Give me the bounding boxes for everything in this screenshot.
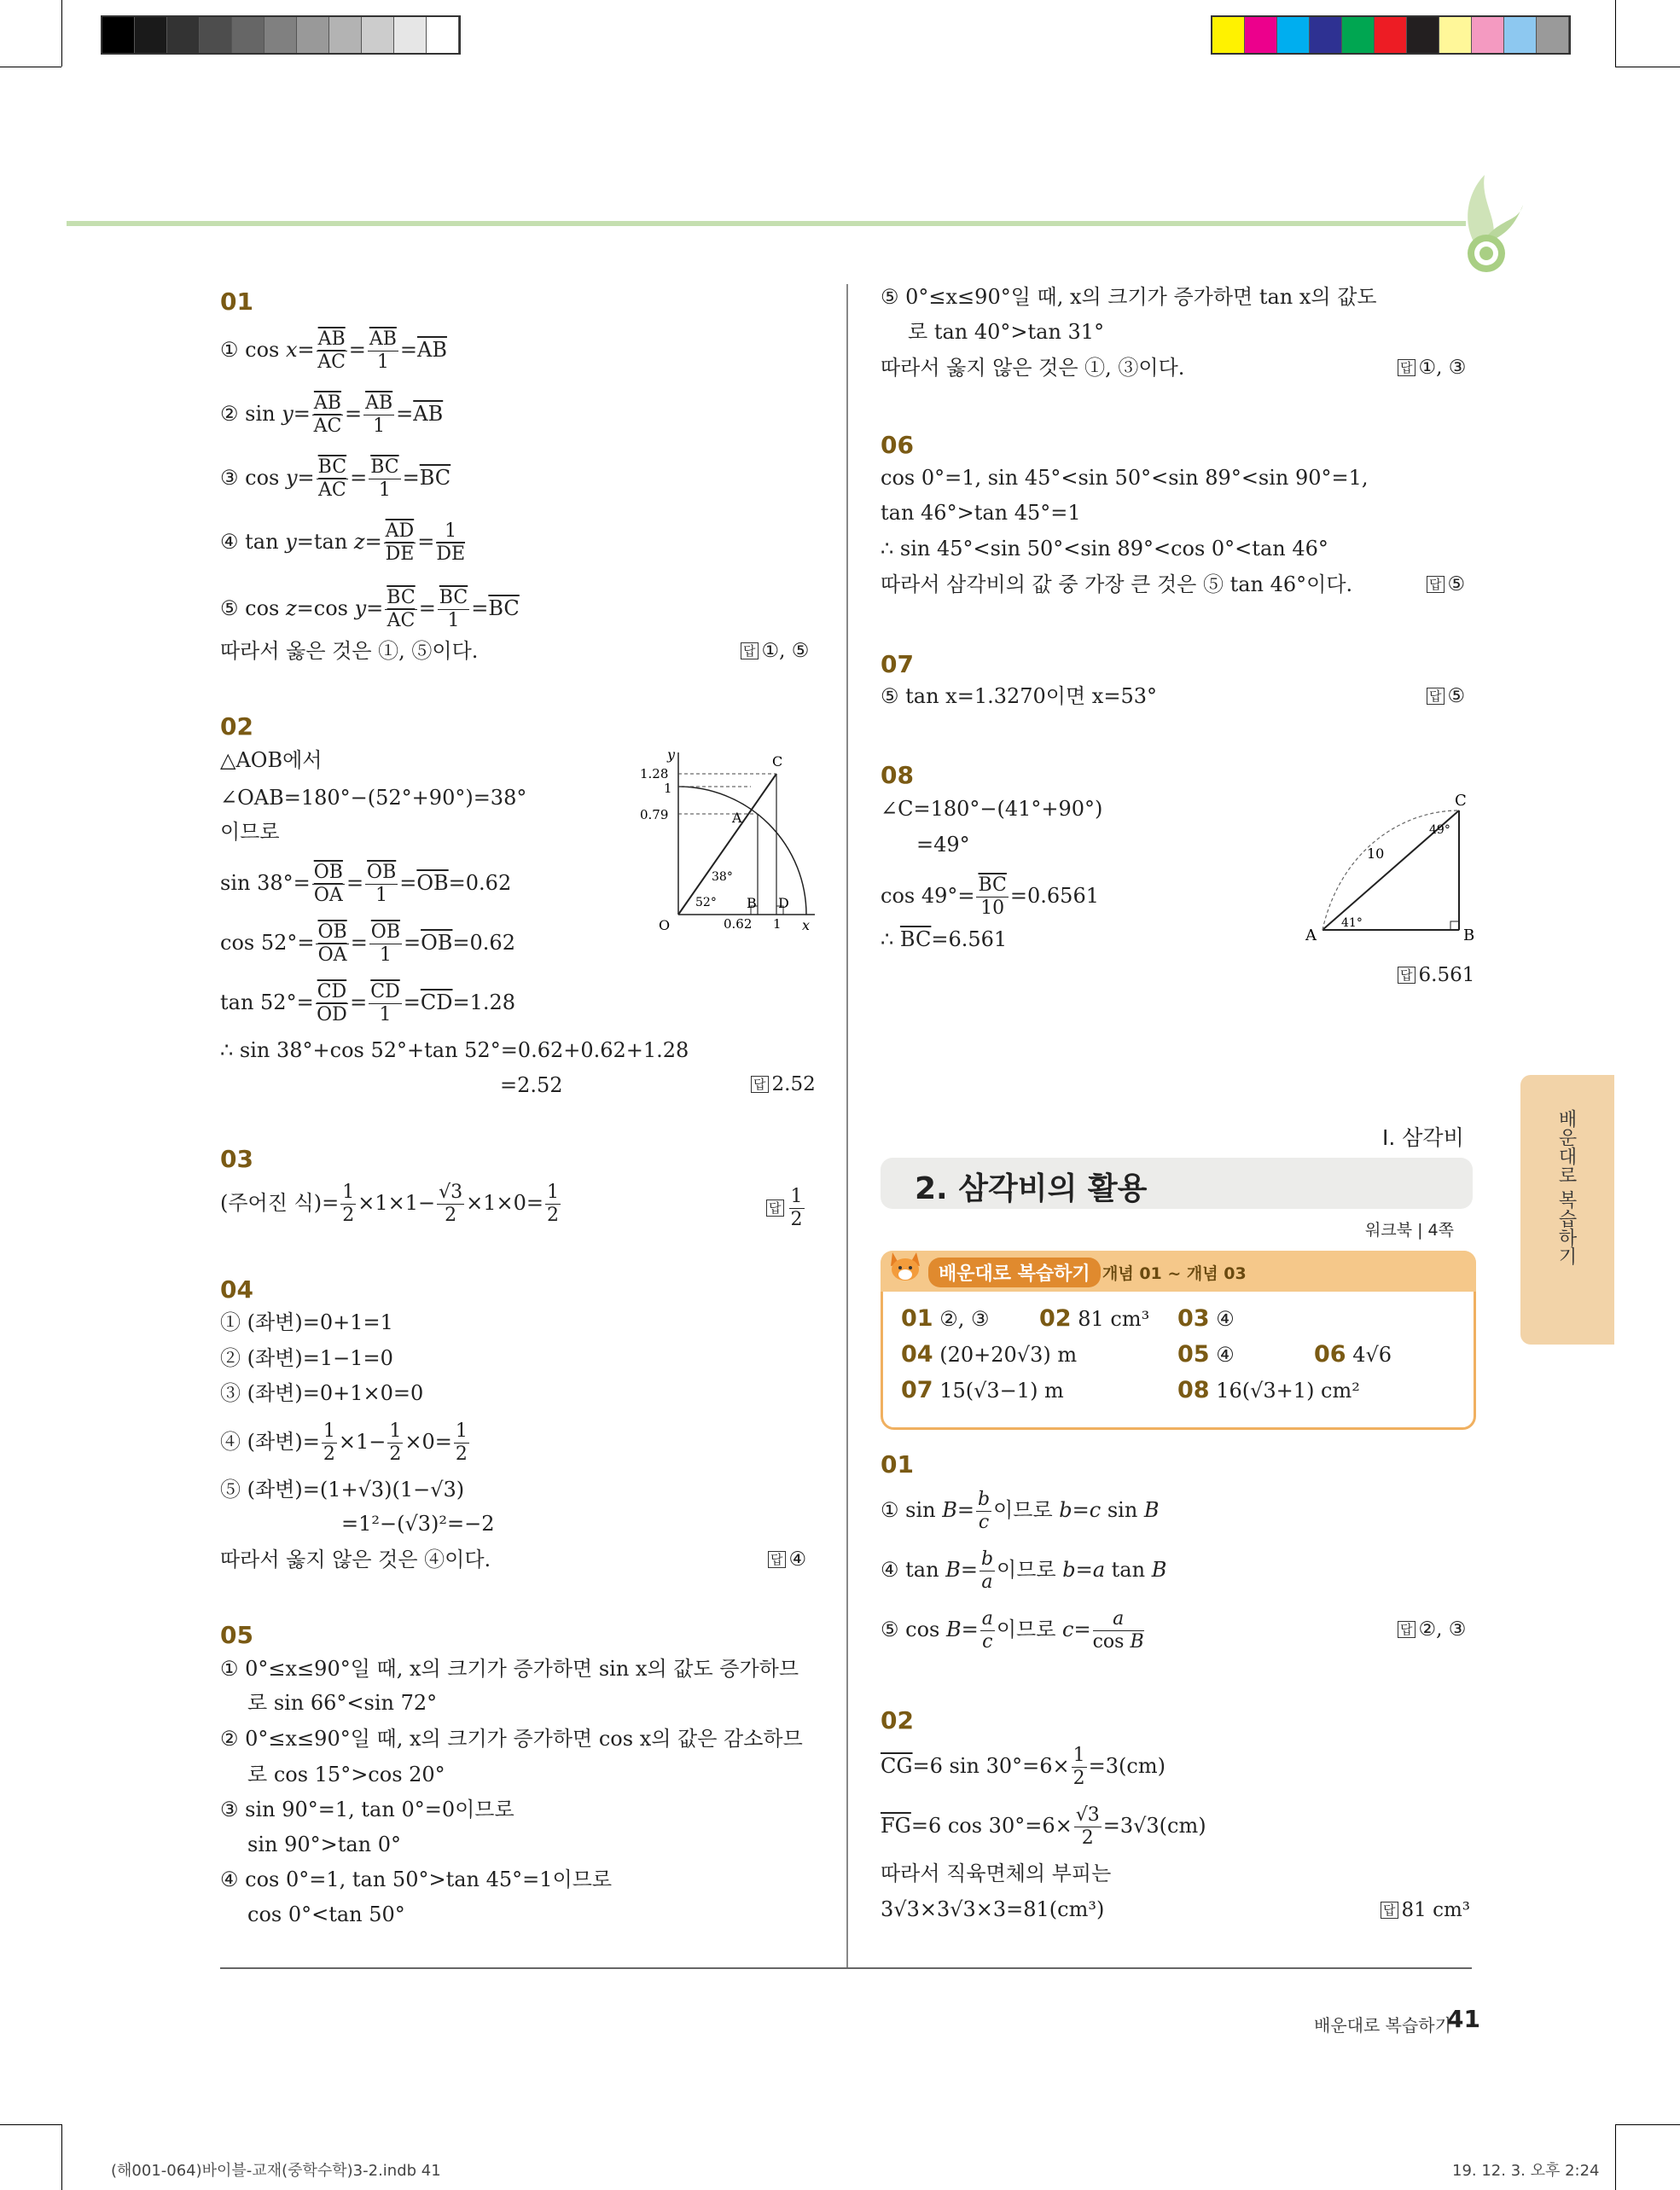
color-swatch (1245, 17, 1277, 53)
q05-line-1: ① 0°≤x≤90°일 때, x의 크기가 증가하면 sin x의 값도 증가하므 (220, 1657, 799, 1681)
q02-line-7: ∴ sin 38°+cos 52°+tan 52°=0.62+0.62+1.28 (220, 1038, 689, 1062)
review-item: 03 ④ (1177, 1305, 1235, 1332)
fig-label: B (1463, 927, 1475, 944)
chapter-label: Ⅰ. 삼각비 (1382, 1125, 1464, 1150)
s01-line-1: ① sin B= $\frac{b}{c}$ 이므로 b=c sin B (881, 1489, 1160, 1533)
q08-line-3: cos 49°= $\frac{\overline{BC}}{10}$ =0.6561 (881, 874, 1099, 919)
q05-line-5b: 로 tan 40°>tan 31° (908, 320, 1105, 344)
question-number: 05 (220, 1621, 253, 1649)
q02-line-4: sin 38°= $\frac{\overline{OB}}{OA}$ = $\frac{\overline{OB}}{1}$ $=\overline{OB}=0.62$ (220, 862, 512, 906)
s01-line-3: ⑤ cos B= $\frac{a}{c}$ 이므로 c= $\frac{a}{\text{cos B}}$ (881, 1608, 1144, 1653)
question-number: 08 (881, 761, 914, 789)
q04-answer: 답 ④ (768, 1548, 806, 1571)
q04-line-4: ④ (좌변)= $\frac{1}{2}$ ×1− $\frac{1}{2}$ ×0= $\frac{1}{2}$ (220, 1420, 468, 1465)
color-swatch (1212, 17, 1245, 53)
q04-line-3: ③ (좌변)=0+1×0=0 (220, 1381, 424, 1405)
review-item: 01 ②, ③ (901, 1305, 990, 1332)
fig-label: y (667, 746, 676, 763)
gray-swatch (329, 17, 362, 53)
side-tab-label: 배운대로 복습하기 (1555, 1109, 1577, 1265)
q03-line-1: (주어진 식)= $\frac{1}{2}$ ×1×1− $\frac{√3}{2}$ ×1×0= $\frac{1}{2}$ (220, 1182, 559, 1226)
fig-label: 0.62 (724, 916, 753, 932)
q02-line-2: ∠OAB=180°−(52°+90°)=38° (220, 786, 527, 810)
crop-mark (1615, 0, 1616, 67)
q08-triangle-figure (1297, 793, 1485, 947)
fig-label: 49° (1429, 823, 1450, 837)
fig-label: x (802, 917, 811, 933)
q02-line-1: △AOB에서 (220, 748, 323, 772)
q06-line-2: tan 46°>tan 45°=1 (881, 501, 1081, 525)
crop-mark (0, 2124, 61, 2125)
q04-line-6: =1²−(√3)²=−2 (341, 1512, 495, 1536)
q01-answer: 답 ①, ⑤ (741, 640, 809, 662)
column-divider (846, 284, 848, 1969)
q06-conclusion: 따라서 삼각비의 값 중 가장 큰 것은 ⑤ tan 46°이다. (881, 572, 1353, 596)
header-rule (67, 221, 1466, 226)
workbook-ref: 워크북 | 4쪽 (1365, 1221, 1454, 1240)
q03-answer: 답 $\frac{1}{2}$ (766, 1186, 806, 1231)
fox-mascot-icon (884, 1240, 932, 1288)
q07-line-1: ⑤ tan x=1.3270이면 x=53° (881, 684, 1157, 708)
question-number: 01 (220, 288, 253, 316)
q05-line-4b: cos 0°<tan 50° (247, 1902, 405, 1926)
q02-unit-circle-figure (631, 744, 828, 940)
q02-line-6: tan 52°= $\frac{\overline{CD}}{OD}$ = $\frac{\overline{CD}}{1}$ $=\overline{CD}=1.28$ (220, 981, 516, 1025)
q02-line-8: =2.52 (500, 1073, 563, 1097)
gray-swatch (135, 17, 167, 53)
q08-answer: 답 6.561 (1398, 964, 1474, 986)
section-title-banner (881, 1158, 1473, 1209)
q08-line-4: ∴ $\overline{BC}=6.561$ (881, 927, 1008, 951)
q05-line-1b: 로 sin 66°<sin 72° (247, 1691, 438, 1715)
q05-line-3b: sin 90°>tan 0° (247, 1833, 402, 1856)
q08-line-1: ∠C=180°−(41°+90°) (881, 797, 1103, 821)
gray-calibration-bar (101, 15, 461, 55)
color-swatch (1504, 17, 1537, 53)
s01-line-2: ④ tan B= $\frac{b}{a}$ 이므로 b=a tan B (881, 1548, 1167, 1593)
fig-label: 10 (1367, 845, 1385, 862)
gray-swatch (102, 17, 135, 53)
section-title: 2. 삼각비의 활용 (915, 1171, 1148, 1206)
review-item: 07 15(√3−1) m (901, 1377, 1064, 1403)
fig-label: B (747, 895, 757, 911)
gray-swatch (297, 17, 329, 53)
q01-line-5: ⑤ cos z=cos y= $\frac{\overline{BC}}{AC}$ = $\frac{\overline{BC}}{1}$ $=\overline{BC}$ (220, 587, 520, 631)
review-item: 05 ④ (1177, 1341, 1235, 1368)
question-number: 07 (881, 650, 914, 678)
review-item: 04 (20+20√3) m (901, 1341, 1078, 1368)
gray-swatch (427, 17, 459, 53)
fig-label: 1 (664, 781, 672, 796)
fig-label: 1.28 (640, 766, 669, 781)
q04-conclusion: 따라서 옳지 않은 것은 ④이다. (220, 1548, 491, 1571)
question-number: 01 (881, 1450, 914, 1478)
fig-label: 41° (1341, 916, 1363, 930)
q04-line-5: ⑤ (좌변)=(1+√3)(1−√3) (220, 1478, 465, 1502)
color-swatch (1277, 17, 1310, 53)
fig-label: 38° (712, 870, 733, 884)
gray-swatch (232, 17, 264, 53)
review-item: 02 81 cm³ (1039, 1305, 1150, 1332)
q07-answer: 답 ⑤ (1427, 685, 1465, 707)
gray-swatch (200, 17, 232, 53)
question-number: 02 (881, 1706, 914, 1734)
color-swatch (1310, 17, 1342, 53)
color-calibration-bar (1211, 15, 1571, 55)
fig-label: O (659, 917, 671, 933)
color-swatch (1375, 17, 1407, 53)
q05-line-5: ⑤ 0°≤x≤90°일 때, x의 크기가 증가하면 tan x의 값도 (881, 285, 1377, 309)
q06-line-3: ∴ sin 45°<sin 50°<sin 89°<cos 0°<tan 46° (881, 537, 1328, 561)
q04-line-2: ② (좌변)=1−1=0 (220, 1346, 393, 1370)
color-swatch (1439, 17, 1472, 53)
q01-conclusion: 따라서 옳은 것은 ①, ⑤이다. (220, 639, 479, 663)
s01-answer: 답 ②, ③ (1398, 1618, 1466, 1641)
fig-label: C (1455, 793, 1467, 810)
print-date-info: 19. 12. 3. 오후 2:24 (1452, 2162, 1600, 2180)
gray-swatch (264, 17, 297, 53)
q05-line-4: ④ cos 0°=1, tan 50°>tan 45°=1이므로 (220, 1868, 613, 1891)
question-number: 06 (881, 431, 914, 459)
fig-label: A (732, 810, 742, 826)
gray-swatch (362, 17, 394, 53)
s02-line-1: $\overline{CG}=6$ sin 30°=6× $\frac{1}{2}$ =3(cm) (881, 1745, 1166, 1789)
fig-label: D (778, 895, 789, 911)
review-item: 08 16(√3+1) cm² (1177, 1377, 1360, 1403)
crop-mark (61, 2124, 62, 2190)
review-item: 06 4√6 (1314, 1341, 1392, 1368)
fig-label: A (1305, 927, 1317, 944)
print-file-info: (해001-064)바이블-교재(중학수학)3-2.indb 41 (111, 2162, 441, 2180)
q05-answer: 답 ①, ③ (1398, 357, 1466, 379)
q01-line-3: ③ cos y= $\frac{\overline{BC}}{AC}$ = $\frac{\overline{BC}}{1}$ $=\overline{BC}$ (220, 456, 451, 501)
footer-section: 배운대로 복습하기 (1314, 2015, 1451, 2036)
q05-line-3: ③ sin 90°=1, tan 0°=0이므로 (220, 1798, 514, 1821)
q08-line-2: =49° (916, 833, 970, 857)
color-swatch (1342, 17, 1375, 53)
crop-mark (1615, 2124, 1680, 2125)
q04-line-1: ① (좌변)=0+1=1 (220, 1310, 393, 1334)
color-swatch (1472, 17, 1504, 53)
s02-line-3: 따라서 직육면체의 부피는 (881, 1862, 1112, 1885)
q05-line-2: ② 0°≤x≤90°일 때, x의 크기가 증가하면 cos x의 값은 감소하므 (220, 1727, 803, 1751)
bottom-rule (220, 1967, 1472, 1969)
q01-line-2: ② sin y= $\frac{\overline{AB}}{AC}$ = $\frac{\overline{AB}}{1}$ $=\overline{AB}$ (220, 392, 444, 437)
q05-line-2b: 로 cos 15°>cos 20° (247, 1763, 445, 1786)
q06-answer: 답 ⑤ (1427, 573, 1465, 595)
q01-line-1: ① cos x= $\frac{\overline{AB}}{AC}$ = $\frac{\overline{AB}}{1}$ $=\overline{AB}$ (220, 328, 447, 373)
q02-answer: 답 2.52 (751, 1073, 816, 1095)
review-title: 배운대로 복습하기 (928, 1258, 1101, 1287)
crop-mark (1615, 2124, 1616, 2190)
s02-line-4: 3√3×3√3×3=81(cm³) (881, 1897, 1105, 1921)
fig-label: 1 (773, 916, 782, 932)
question-number: 03 (220, 1145, 253, 1173)
fig-label: 52° (695, 896, 717, 909)
color-swatch (1537, 17, 1569, 53)
q02-line-3: 이므로 (220, 820, 280, 844)
question-number: 02 (220, 712, 253, 741)
review-concepts: 개념 01 ~ 개념 03 (1102, 1264, 1247, 1283)
fig-label: C (772, 753, 783, 770)
q01-line-4: ④ tan y=tan z= $\frac{\overline{AD}}{DE}$ = $\frac{1}{DE}$ (220, 520, 466, 565)
leaf-ornament-icon (1433, 158, 1527, 277)
question-number: 04 (220, 1275, 253, 1304)
s02-answer: 답 81 cm³ (1381, 1899, 1470, 1921)
gray-swatch (167, 17, 200, 53)
gray-swatch (394, 17, 427, 53)
page-number: 41 (1447, 2005, 1480, 2033)
q02-line-5: cos 52°= $\frac{\overline{OB}}{OA}$ = $\frac{\overline{OB}}{1}$ $=\overline{OB}=0.62$ (220, 921, 515, 966)
q05-conclusion: 따라서 옳지 않은 것은 ①, ③이다. (881, 356, 1185, 380)
s02-line-2: $\overline{FG}=6$ cos 30°=6× $\frac{√3}{2}$ =3√3(cm) (881, 1804, 1206, 1849)
crop-mark (61, 0, 62, 67)
color-swatch (1407, 17, 1439, 53)
q06-line-1: cos 0°=1, sin 45°<sin 50°<sin 89°<sin 90°=1, (881, 466, 1369, 490)
side-tab[interactable] (1520, 1075, 1614, 1345)
fig-label: 0.79 (640, 807, 669, 822)
